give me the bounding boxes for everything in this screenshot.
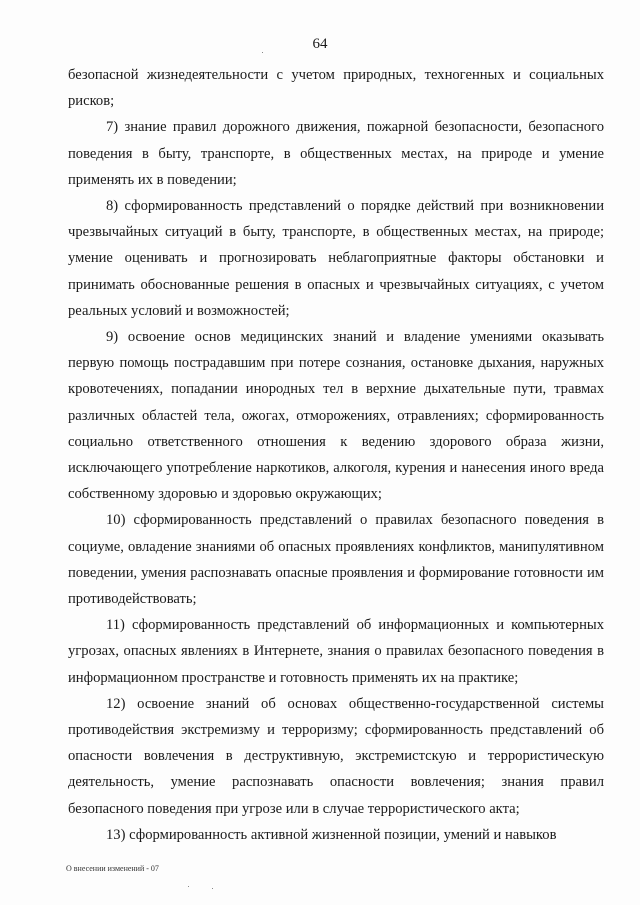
footer-note: О внесении изменений - 07: [66, 864, 159, 873]
document-body: [68, 62, 604, 848]
paragraph-item-12: 12) освоение знаний об основах общественно-государственной системы противодействия экстремизму и терроризму; сформированность представлений об опасности вовлечения в деструктивную, экстремистскую и террористическую деятельность, умение распознавать опасности вовлечения; знания правил безопасного поведения при угрозе или в случае террористического акта;: [68, 695, 604, 817]
paragraph-item-10: 10) сформированность представлений о правилах безопасного поведения в социуме, овладение знаниями об опасных проявлениях конфликтов, манипулятивном поведении, умения распознавать опасные проявления и формирование готовности им противодействовать;: [68, 512, 604, 608]
page-number: 64: [312, 36, 328, 52]
paragraph-item-7: 7) знание правил дорожного движения, пожарной безопасности, безопасного поведения в быту, транспорте, в общественных местах, на природе и умение применять их в поведении;: [68, 119, 604, 188]
scan-speck: [262, 52, 263, 53]
paragraph-item-11: 11) сформированность представлений об информационных и компьютерных угрозах, опасных явлениях в Интернете, знания о правилах безопасного поведения в информационном пространстве и готовность применять их на практике;: [68, 617, 604, 686]
scan-speck: [212, 888, 213, 889]
paragraph-continuation: безопасной жизнедеятельности с учетом природных, техногенных и социальных рисков;: [68, 67, 604, 110]
scan-speck: [188, 886, 189, 887]
paragraph-item-13: 13) сформированность активной жизненной позиции, умений и навыков: [106, 826, 557, 843]
paragraph-item-9: 9) освоение основ медицинских знаний и владение умениями оказывать первую помощь пострадавшим при потере сознания, остановке дыхания, наружных кровотечениях, попадании инородных тел в верхние дыхательные пути, травмах различных областей тела, ожогах, отморожениях, отравлениях; сформированность социально ответственного отношения к ведению здорового образа жизни, исключающего употребление наркотиков, алкоголя, курения и нанесения иного вреда собственному здоровью и здоровью окружающих;: [68, 329, 604, 503]
paragraph-item-8: 8) сформированность представлений о порядке действий при возникновении чрезвычайных ситуаций в быту, транспорте, в общественных местах, на природе; умение оценивать и прогнозировать неблагоприятные факторы обстановки и принимать обоснованные решения в опасных и чрезвычайных ситуациях, с учетом реальных условий и возможностей;: [68, 198, 604, 319]
